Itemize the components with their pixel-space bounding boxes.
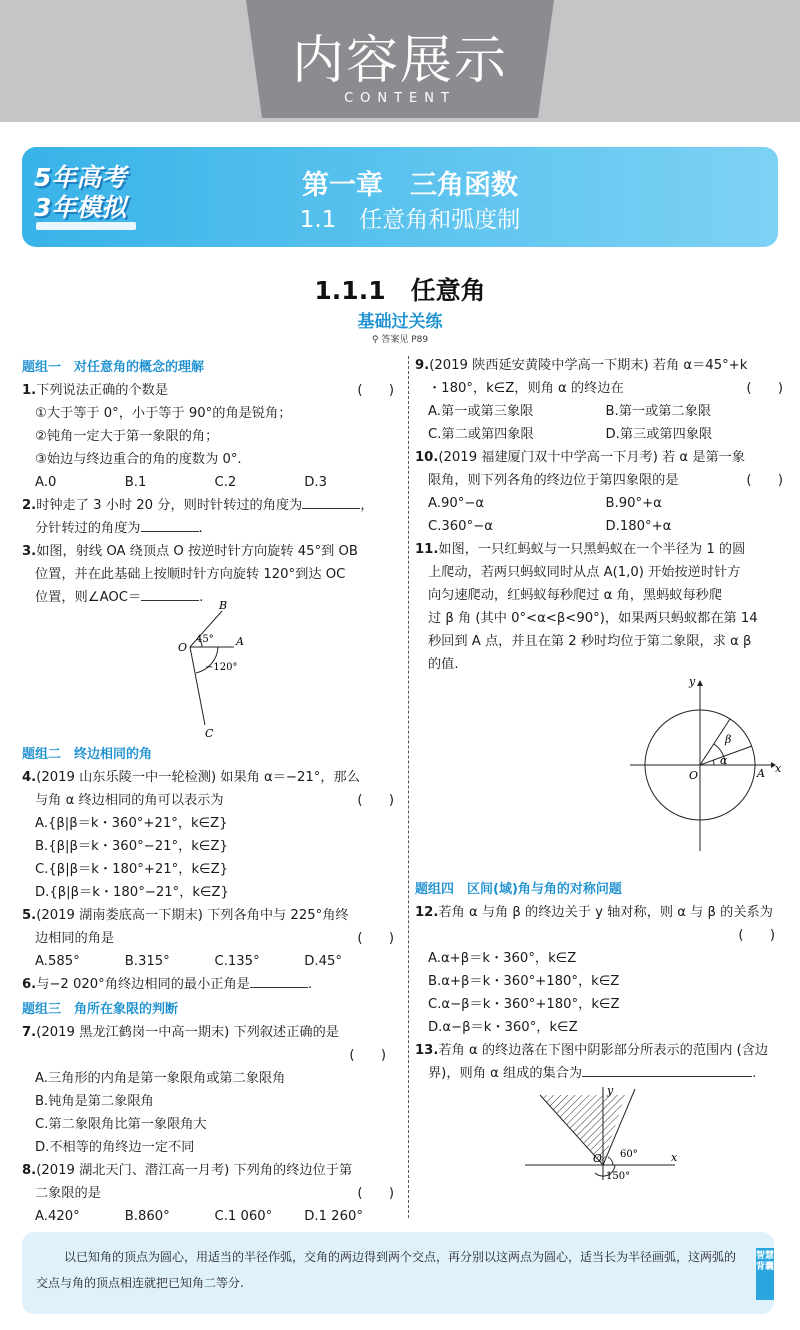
- option: C.第二或第四象限: [428, 427, 534, 442]
- group-heading-2: 题组二 终边相同的角: [22, 747, 153, 762]
- arc-alpha: [713, 760, 714, 765]
- question-3: [22, 540, 394, 563]
- label-beta: β: [725, 733, 732, 746]
- label-alpha: α: [720, 754, 728, 767]
- q13-text-a: 若角 α 的终边落在下图中阴影部分所表示的范围内 (含边: [438, 1043, 769, 1058]
- header-title: 内容展示: [291, 31, 508, 91]
- q11-line-3: 向匀速爬动，红蚂蚁每秒爬过 α 角，黑蚂蚁每秒爬: [428, 588, 723, 603]
- shaded-region: [540, 1095, 625, 1165]
- label-x: x: [775, 762, 782, 775]
- q7-option-a: A.三角形的内角是第一象限角或第二象限角: [35, 1071, 286, 1086]
- q3-text-a: 如图，射线 OA 绕顶点 O 按逆时针方向旋转 45°到 OB: [36, 544, 358, 559]
- arc-60: [608, 1157, 613, 1165]
- q4-option-c: C.{β|β＝k・180°+21°，k∈Z}: [35, 862, 229, 877]
- question-5: [22, 904, 394, 927]
- q3-text-c: 位置，则∠AOC＝: [35, 590, 142, 605]
- option: B.90°+α: [605, 496, 662, 511]
- figure-shaded-region: [415, 1085, 783, 1181]
- answer-ref-text: 答案见 P89: [381, 335, 429, 345]
- label-minus120: −120°: [205, 662, 238, 673]
- option: A.585°: [35, 954, 80, 969]
- tip-tag: 智慧背囊: [756, 1248, 774, 1300]
- answer-blank[interactable]: [250, 974, 308, 988]
- q10-line-2: [415, 469, 783, 492]
- q9-options: [415, 400, 783, 446]
- q-number: 3.: [22, 544, 37, 559]
- option: D.3: [304, 475, 327, 490]
- q-number: 2.: [22, 498, 37, 513]
- q9-text-a: (2019 陕西延安黄陵中学高一下期末) 若角 α＝45°+k: [429, 358, 748, 373]
- answer-blank[interactable]: [582, 1063, 752, 1077]
- option: B.1: [124, 475, 147, 490]
- option: A.90°−α: [428, 496, 485, 511]
- answer-paren: ( ): [746, 381, 783, 396]
- q7-text: (2019 黑龙江鹤岗一中高一期末) 下列叙述正确的是: [36, 1025, 339, 1040]
- question-1: [22, 379, 394, 402]
- answer-paren: ( ): [357, 931, 394, 946]
- option: A.420°: [35, 1209, 80, 1224]
- q12-text: 若角 α 与角 β 的终边关于 y 轴对称，则 α 与 β 的关系为: [438, 905, 773, 920]
- q5-text-b: 边相同的角是: [35, 931, 115, 946]
- option: D.45°: [304, 954, 342, 969]
- label-o: O: [689, 769, 699, 782]
- label-y: y: [607, 1084, 614, 1097]
- q-number: 5.: [22, 908, 37, 923]
- q12-option-d: D.α−β＝k・360°，k∈Z: [428, 1020, 578, 1035]
- question-10: [415, 446, 783, 469]
- option: D.1 260°: [304, 1209, 363, 1224]
- q4-option-b: B.{β|β＝k・360°−21°，k∈Z}: [35, 839, 228, 854]
- q12-paren: ( ): [738, 928, 775, 943]
- question-11: [415, 538, 783, 561]
- q11-line-6: 的值.: [428, 657, 459, 672]
- question-8: [22, 1159, 394, 1182]
- logo-line1: 5年高考: [34, 163, 127, 192]
- q2-line-2: 分针转过的角度为 .: [22, 517, 394, 540]
- option: D.180°+α: [605, 519, 672, 534]
- page-header: [0, 0, 800, 122]
- label-o: O: [178, 641, 188, 654]
- question-13: [415, 1039, 783, 1062]
- q9-line-2: [415, 377, 783, 400]
- q13-text-b: 界)，则角 α 组成的集合为: [428, 1066, 583, 1081]
- option: B.860°: [124, 1209, 170, 1224]
- q12-option-a: A.α+β＝k・360°，k∈Z: [428, 951, 577, 966]
- q7-paren: ( ): [349, 1048, 386, 1063]
- figure-unit-circle: [415, 676, 783, 876]
- q2-text-b: 分针转过的角度为: [35, 521, 141, 536]
- q12-option-b: B.α+β＝k・360°+180°，k∈Z: [428, 974, 620, 989]
- q10-text-b: 限角，则下列各角的终边位于第四象限的是: [428, 473, 679, 488]
- q1-item-3: ③始边与终边重合的角的度数为 0°.: [35, 452, 242, 467]
- q11-line-4: 过 β 角 (其中 0°<α<β<90°)，如果两只蚂蚁都在第 14: [428, 611, 758, 626]
- q1-item-2: ②钝角一定大于第一象限的角；: [35, 429, 219, 444]
- q12-option-c: C.α−β＝k・360°+180°，k∈Z: [428, 997, 620, 1012]
- column-divider: [408, 356, 409, 1218]
- q5-text-a: (2019 湖南娄底高一下期末) 下列各角中与 225°角终: [36, 908, 349, 923]
- option: C.360°−α: [428, 519, 493, 534]
- figure-rays: [22, 599, 394, 741]
- q6-text: 与−2 020°角终边相同的最小正角是: [36, 977, 250, 992]
- book-logo: [34, 158, 144, 238]
- q-number: 12.: [415, 905, 439, 920]
- label-60: 60°: [620, 1149, 638, 1160]
- label-a: A: [757, 767, 765, 780]
- option: C.2: [214, 475, 237, 490]
- option: C.135°: [214, 954, 260, 969]
- label-o: O: [593, 1152, 603, 1165]
- y-arrow: [697, 680, 703, 686]
- question-12: [415, 901, 783, 924]
- q4-option-d: D.{β|β＝k・180°−21°，k∈Z}: [35, 885, 229, 900]
- tip-text: 以已知角的顶点为圆心，用适当的半径作弧，交角的两边得到两个交点，再分别以这两点为圆心，适当长为半径画弧，这两弧的交点与角的顶点相连就把已知角二等分.: [36, 1250, 737, 1290]
- q4-text-a: (2019 山东乐陵一中一轮检测) 如果角 α＝−21°，那么: [36, 770, 360, 785]
- question-9: [415, 354, 783, 377]
- option: C.1 060°: [214, 1209, 273, 1224]
- q8-options: [22, 1205, 394, 1228]
- q3-line-2: 位置，并在此基础上按顺时针方向旋转 120°到达 OC: [35, 567, 346, 582]
- q4-line-2: [22, 789, 394, 812]
- question-4: [22, 766, 394, 789]
- key-icon: ⚲: [371, 335, 382, 345]
- q9-text-b: ・180°，k∈Z，则角 α 的终边在: [428, 381, 624, 396]
- answer-blank[interactable]: [302, 495, 360, 509]
- q10-text-a: (2019 福建厦门双十中学高一下月考) 若 α 是第一象: [438, 450, 746, 465]
- question-6: 6.与−2 020°角终边相同的最小正角是 .: [22, 973, 394, 996]
- answer-paren: ( ): [746, 473, 783, 488]
- answer-reference: [0, 332, 800, 345]
- label-45: 45°: [196, 634, 214, 645]
- logo-strip: [36, 222, 136, 230]
- option: B.第一或第二象限: [605, 404, 712, 419]
- q1-item-1: ①大于等于 0°，小于等于 90°的角是锐角；: [35, 406, 292, 421]
- q-number: 8.: [22, 1163, 37, 1178]
- answer-blank[interactable]: [141, 587, 199, 601]
- option: B.315°: [124, 954, 170, 969]
- section-heading: 1.1 任意角和弧度制: [299, 207, 521, 233]
- q-number: 11.: [415, 542, 439, 557]
- q11-line-1: 如图，一只红蚂蚁与一只黑蚂蚁在一个半径为 1 的圆: [438, 542, 746, 557]
- question-7: [22, 1021, 394, 1044]
- q8-text-a: (2019 湖北天门、潜江高一月考) 下列角的终边位于第: [36, 1163, 353, 1178]
- q-number: 9.: [415, 358, 430, 373]
- group-heading-3: 题组三 角所在象限的判断: [22, 1002, 179, 1017]
- q7-option-d: D.不相等的角终边一定不同: [35, 1140, 195, 1155]
- q5-options: [22, 950, 394, 973]
- ray-oc: [190, 647, 205, 725]
- question-2: 2.时钟走了 3 小时 20 分，则时针转过的角度为 ，: [22, 494, 394, 517]
- header-subtitle: CONTENT: [344, 91, 456, 106]
- q2-text-a: 时钟走了 3 小时 20 分，则时针转过的角度为: [36, 498, 303, 513]
- q5-line-2: [22, 927, 394, 950]
- label-b: B: [219, 599, 228, 612]
- q11-line-2: 上爬动，若两只蚂蚁同时从点 A(1,0) 开始按逆时针方: [428, 565, 741, 580]
- option: D.第三或第四象限: [605, 427, 713, 442]
- answer-paren: ( ): [357, 1186, 394, 1201]
- q11-line-5: 秒回到 A 点，并且在第 2 秒时均位于第二象限，求 α β: [428, 634, 752, 649]
- subsection-title: 1.1.1 任意角: [314, 276, 486, 305]
- answer-paren: ( ): [357, 383, 394, 398]
- label-c: C: [205, 727, 214, 740]
- q-number: 6.: [22, 977, 37, 992]
- q8-line-2: [22, 1182, 394, 1205]
- label-y: y: [689, 675, 696, 688]
- q10-options: [415, 492, 783, 538]
- left-column: [22, 354, 394, 1228]
- q-number: 10.: [415, 450, 439, 465]
- q-number: 1.: [22, 383, 37, 398]
- label-a: A: [236, 635, 244, 648]
- logo-line2: 3年模拟: [34, 193, 127, 222]
- answer-blank[interactable]: [141, 518, 199, 532]
- group-heading-4: 题组四 区间(域)角与角的对称问题: [415, 882, 622, 897]
- chapter-title: 第一章 三角函数: [302, 170, 518, 201]
- option: A.0: [35, 475, 57, 490]
- right-column: [415, 354, 783, 1181]
- answer-paren: ( ): [357, 793, 394, 808]
- q8-text-b: 二象限的是: [35, 1186, 101, 1201]
- q7-option-c: C.第二象限角比第一象限角大: [35, 1117, 207, 1132]
- label-150: 150°: [606, 1171, 631, 1182]
- label-x: x: [671, 1151, 678, 1164]
- q-number: 7.: [22, 1025, 37, 1040]
- q4-text-b: 与角 α 终边相同的角可以表示为: [35, 793, 224, 808]
- q13-line-2: 界)，则角 α 组成的集合为 .: [415, 1062, 783, 1085]
- q4-option-a: A.{β|β＝k・360°+21°，k∈Z}: [35, 816, 228, 831]
- q1-text: 下列说法正确的个数是: [36, 383, 169, 398]
- practice-title: 基础过关练: [357, 312, 443, 332]
- q-number: 13.: [415, 1043, 439, 1058]
- q7-option-b: B.钝角是第二象限角: [35, 1094, 154, 1109]
- option: A.第一或第三象限: [428, 404, 534, 419]
- group-heading-1: 题组一 对任意角的概念的理解: [22, 360, 205, 375]
- q1-options: [22, 471, 394, 494]
- q-number: 4.: [22, 770, 37, 785]
- q3-line-3: 位置，则∠AOC＝ .: [22, 586, 394, 609]
